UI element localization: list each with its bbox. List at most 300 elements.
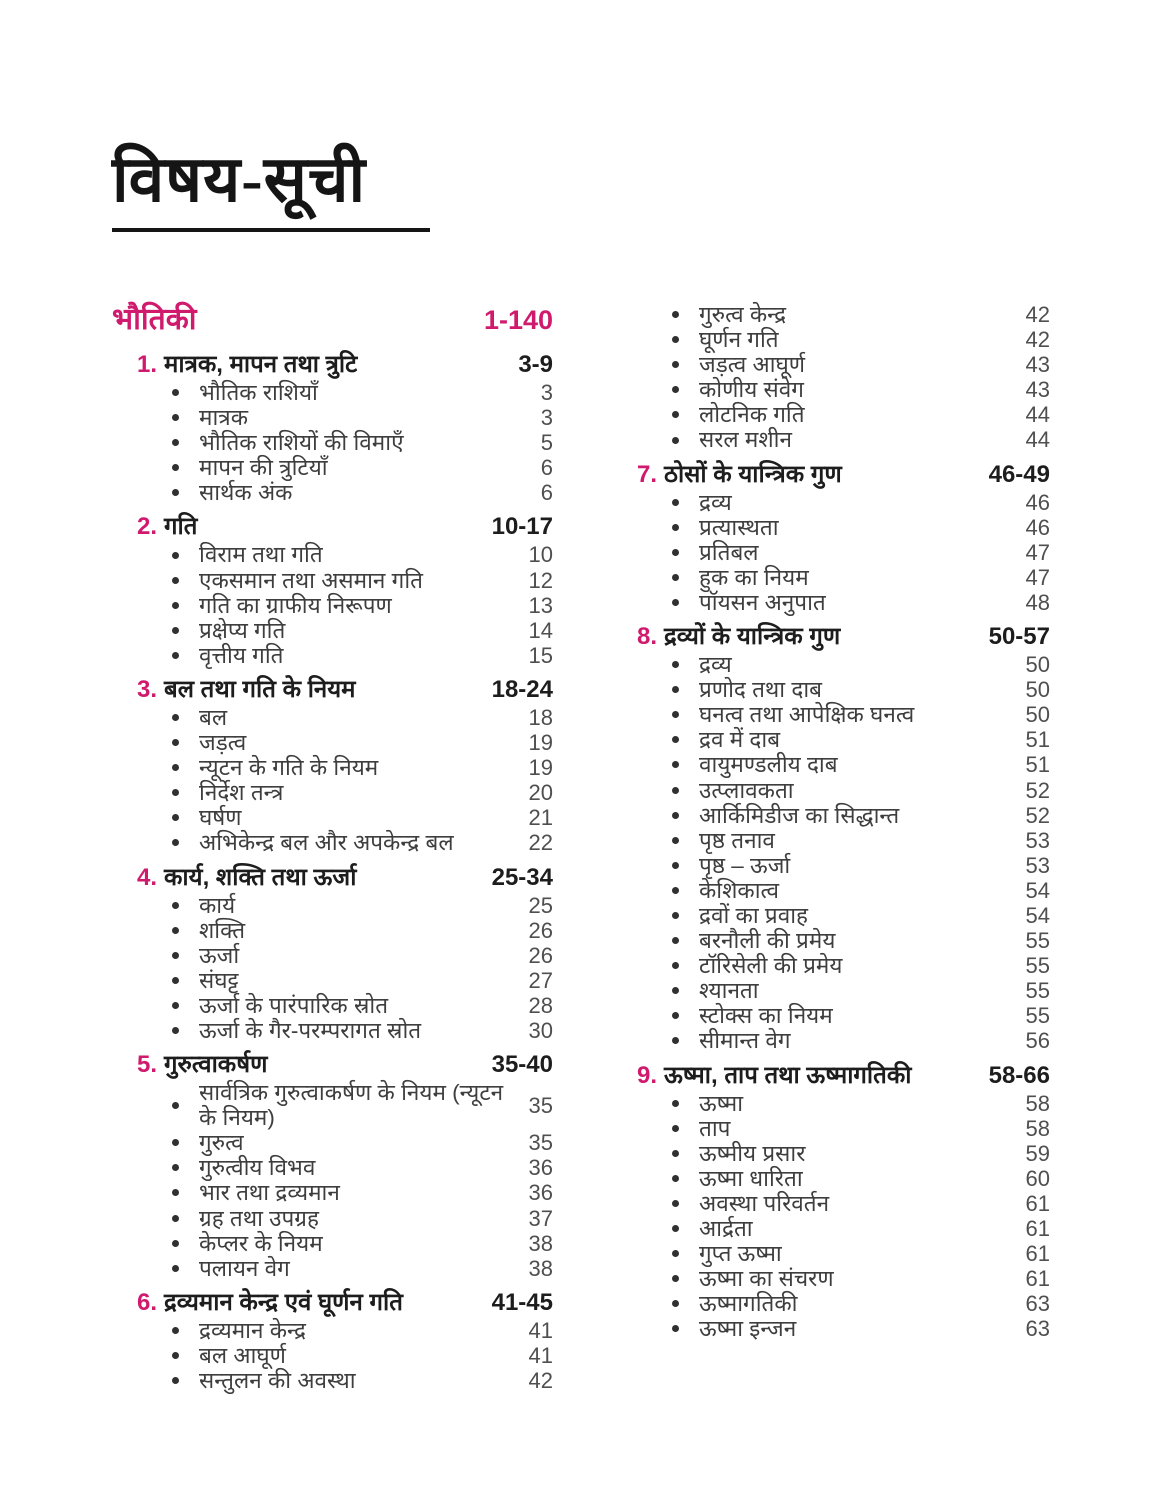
chapter-heading	[112, 1288, 553, 1318]
entry-label: श्यानता	[699, 978, 759, 1004]
entry-page-number: 14	[528, 617, 553, 643]
entry-label: घूर्णन गति	[699, 327, 779, 353]
entry-label: ऊष्मा इन्जन	[699, 1316, 797, 1342]
bullet-icon	[172, 439, 179, 446]
bullet-icon	[172, 652, 179, 659]
bullet-icon	[172, 1002, 179, 1009]
entry-label: ऊष्मा	[699, 1090, 744, 1116]
toc-entry	[672, 1091, 1050, 1116]
entry-page-number: 63	[1025, 1291, 1050, 1317]
entry-page-number: 3	[540, 380, 553, 405]
chapter-number: 6.	[137, 1288, 158, 1316]
toc-entry	[172, 568, 553, 593]
chapter-title: गति	[164, 513, 198, 541]
entry-page-number: 25	[528, 892, 553, 918]
toc-entry	[672, 752, 1050, 777]
bullet-icon	[672, 1175, 679, 1182]
entry-label: सार्वत्रिक गुरुत्वाकर्षण के नियम (न्यूटन के नियम)	[199, 1080, 504, 1131]
chapter-page-range: 25-34	[491, 863, 553, 891]
chapter-items	[112, 380, 553, 505]
entry-label: ऊष्मीय प्रसार	[699, 1140, 806, 1166]
bullet-icon	[672, 1200, 679, 1207]
toc-entry	[672, 540, 1050, 565]
entry-label: एकसमान तथा असमान गति	[199, 567, 423, 593]
page-title: विषय-सूची	[112, 144, 367, 215]
entry-label: प्रत्यास्थता	[699, 514, 779, 540]
entry-label: निर्देश तन्त्र	[199, 780, 284, 806]
entry-page-number: 51	[1025, 752, 1050, 778]
entry-label: हुक का नियम	[699, 564, 809, 590]
entry-page-number: 20	[528, 780, 553, 806]
chapter-heading	[112, 863, 553, 893]
bullet-icon	[672, 599, 679, 606]
entry-label: बल	[199, 704, 228, 730]
chapter-block	[112, 863, 553, 1044]
chapter-number: 3.	[137, 675, 158, 703]
entry-label: सन्तुलन की अवस्था	[199, 1368, 356, 1393]
chapter-page-range: 10-17	[491, 513, 553, 541]
entry-page-number: 37	[528, 1205, 553, 1231]
entry-label: पृष्ठ – ऊर्जा	[699, 852, 791, 878]
bullet-icon	[172, 414, 179, 421]
entry-page-number: 61	[1025, 1266, 1050, 1292]
entry-page-number: 18	[528, 704, 553, 730]
bullet-icon	[672, 887, 679, 894]
entry-label: बरनौली की प्रमेय	[699, 928, 836, 954]
toc-entry	[672, 878, 1050, 903]
chapter-items	[112, 542, 553, 667]
bullet-icon	[172, 739, 179, 746]
entry-label: गति का ग्राफीय निरूपण	[199, 592, 392, 618]
entry-label: पॉयसन अनुपात	[699, 589, 826, 615]
chapter-items	[637, 652, 1050, 1054]
entry-label: ऊर्जा के पारंपारिक स्रोत	[199, 992, 389, 1018]
entry-label: ऊर्जा	[199, 942, 240, 968]
toc-entry	[172, 593, 553, 618]
entry-label: ऊर्जा के गैर-परम्परागत स्रोत	[199, 1017, 422, 1043]
entry-page-number: 55	[1025, 978, 1050, 1004]
chapter-title: बल तथा गति के नियम	[164, 675, 356, 703]
entry-label: लोटनिक गति	[699, 402, 805, 428]
toc-entry	[172, 542, 553, 567]
bullet-icon	[172, 764, 179, 771]
toc-entry	[672, 1316, 1050, 1341]
chapter-title: कार्य, शक्ति तथा ऊर्जा	[164, 863, 357, 891]
chapter-number: 2.	[137, 513, 158, 541]
toc-entry	[172, 805, 553, 830]
bullet-icon	[672, 411, 679, 418]
entry-page-number: 6	[540, 455, 553, 481]
entry-page-number: 55	[1025, 953, 1050, 979]
chapter-title: ऊष्मा, ताप तथा ऊष्मागतिकी	[664, 1061, 912, 1089]
entry-label: उत्प्लावकता	[699, 777, 794, 803]
bullet-icon	[672, 499, 679, 506]
entry-page-number: 21	[528, 805, 553, 831]
entry-label: अभिकेन्द्र बल और अपकेन्द्र बल	[199, 830, 454, 856]
entry-page-number: 63	[1025, 1316, 1050, 1342]
chapter-page-range: 58-66	[988, 1061, 1050, 1089]
entry-page-number: 19	[528, 730, 553, 756]
entry-page-number: 5	[540, 430, 553, 456]
toc-entry	[672, 377, 1050, 402]
toc-entry	[672, 652, 1050, 677]
entry-page-number: 15	[528, 642, 553, 668]
toc-entry	[172, 643, 553, 668]
entry-page-number: 46	[1025, 514, 1050, 540]
bullet-icon	[172, 1265, 179, 1272]
bullet-icon	[672, 987, 679, 994]
entry-page-number: 12	[528, 567, 553, 593]
bullet-icon	[672, 437, 679, 444]
toc-entry	[672, 327, 1050, 352]
toc-entry	[672, 1191, 1050, 1216]
bullet-icon	[672, 912, 679, 919]
bullet-icon	[672, 661, 679, 668]
bullet-icon	[172, 839, 179, 846]
bullet-icon	[172, 1215, 179, 1222]
entry-page-number: 50	[1025, 702, 1050, 728]
entry-label: प्रक्षेप्य गति	[199, 617, 286, 643]
toc-entry	[172, 943, 553, 968]
chapter-page-range: 35-40	[491, 1051, 553, 1079]
chapter-block	[112, 675, 553, 856]
chapter-page-range: 3-9	[518, 351, 553, 378]
entry-page-number: 6	[540, 480, 553, 506]
chapter-items	[112, 1318, 553, 1393]
entry-label: गुप्त ऊष्मा	[699, 1241, 782, 1267]
toc-entry	[172, 1080, 553, 1130]
entry-label: ग्रह तथा उपग्रह	[199, 1205, 319, 1231]
toc-entry	[672, 565, 1050, 590]
bullet-icon	[172, 714, 179, 721]
toc-entry	[172, 730, 553, 755]
entry-page-number: 30	[528, 1017, 553, 1043]
toc-entry	[672, 1241, 1050, 1266]
title-underline	[112, 228, 430, 232]
bullet-icon	[672, 1037, 679, 1044]
entry-label: मापन की त्रुटियाँ	[199, 455, 328, 481]
entry-label: पलायन वेग	[199, 1255, 290, 1281]
entry-label: कोणीय संवेग	[699, 377, 804, 403]
chapter-title: गुरुत्वाकर्षण	[164, 1051, 268, 1079]
toc-column-right	[637, 302, 1050, 1341]
entry-page-number: 26	[528, 942, 553, 968]
toc-entry	[672, 928, 1050, 953]
toc-entry	[172, 893, 553, 918]
page-header	[112, 142, 430, 232]
bullet-icon	[672, 761, 679, 768]
toc-entry	[172, 830, 553, 855]
entry-page-number: 3	[540, 405, 553, 431]
entry-page-number: 55	[1025, 1003, 1050, 1029]
bullet-icon	[672, 837, 679, 844]
chapter-number: 4.	[137, 863, 158, 891]
entry-label: ऊष्मा का संचरण	[699, 1266, 834, 1292]
entry-page-number: 46	[1025, 489, 1050, 515]
chapter-block	[112, 350, 553, 505]
bullet-icon	[672, 686, 679, 693]
toc-entry	[672, 1116, 1050, 1141]
toc-entry	[672, 1028, 1050, 1053]
bullet-icon	[172, 577, 179, 584]
bullet-icon	[672, 736, 679, 743]
chapter-heading	[112, 512, 553, 542]
toc-entry	[672, 727, 1050, 752]
entry-label: द्रव्यमान केन्द्र	[199, 1317, 306, 1343]
bullet-icon	[172, 1102, 179, 1109]
entry-label: प्रतिबल	[699, 539, 759, 565]
entry-label: शक्ति	[199, 917, 246, 943]
bullet-icon	[172, 602, 179, 609]
entry-label: गुरुत्व केन्द्र	[699, 302, 787, 327]
entry-page-number: 61	[1025, 1190, 1050, 1216]
entry-page-number: 60	[1025, 1165, 1050, 1191]
chapter-block	[112, 1050, 553, 1281]
entry-page-number: 38	[528, 1230, 553, 1256]
chapter-number: 1.	[137, 351, 158, 378]
toc-entry	[172, 755, 553, 780]
bullet-icon	[672, 937, 679, 944]
entry-label: भार तथा द्रव्यमान	[199, 1180, 340, 1206]
entry-label: गुरुत्व	[199, 1130, 244, 1156]
entry-page-number: 53	[1025, 852, 1050, 878]
toc-entry	[672, 1291, 1050, 1316]
toc-entry	[172, 1343, 553, 1368]
entry-page-number: 28	[528, 992, 553, 1018]
entry-label: वायुमण्डलीय दाब	[699, 752, 838, 778]
entry-label: संघट्ट	[199, 967, 239, 993]
toc-entry	[172, 1368, 553, 1393]
bullet-icon	[672, 574, 679, 581]
toc-entry	[172, 780, 553, 805]
toc-entry	[672, 1003, 1050, 1028]
chapter-items	[112, 1080, 553, 1281]
toc-entry	[172, 480, 553, 505]
toc-entry	[172, 430, 553, 455]
entry-page-number: 43	[1025, 377, 1050, 403]
bullet-icon	[672, 1150, 679, 1157]
chapter-number: 8.	[637, 623, 658, 651]
entry-page-number: 55	[1025, 928, 1050, 954]
chapter-page-range: 18-24	[491, 675, 553, 703]
chapter-title: द्रव्यमान केन्द्र एवं घूर्णन गति	[164, 1288, 403, 1316]
toc-entry	[172, 405, 553, 430]
toc-column-left	[112, 297, 553, 1393]
chapter-heading	[637, 460, 1050, 490]
toc-entry	[172, 380, 553, 405]
bullet-icon	[672, 1012, 679, 1019]
bullet-icon	[672, 812, 679, 819]
toc-entry	[172, 1018, 553, 1043]
bullet-icon	[672, 1325, 679, 1332]
chapter-page-range: 50-57	[988, 623, 1050, 651]
entry-label: भौतिक राशियों की विमाएँ	[199, 430, 404, 456]
section-page-range: 1-140	[483, 305, 553, 335]
toc-entry	[172, 618, 553, 643]
bullet-icon	[672, 1250, 679, 1257]
bullet-icon	[672, 962, 679, 969]
section-heading	[112, 297, 553, 338]
bullet-icon	[672, 787, 679, 794]
chapter-title: द्रव्यों के यान्त्रिक गुण	[664, 623, 841, 651]
chapter-title: मात्रक, मापन तथा त्रुटि	[164, 351, 358, 378]
toc-entry	[672, 853, 1050, 878]
entry-page-number: 52	[1025, 802, 1050, 828]
chapter-block	[637, 1061, 1050, 1342]
entry-label: न्यूटन के गति के नियम	[199, 755, 379, 781]
chapter-number: 9.	[637, 1061, 658, 1089]
toc-entry	[672, 490, 1050, 515]
entry-label: कार्य	[199, 892, 236, 918]
entry-page-number: 54	[1025, 877, 1050, 903]
entry-page-number: 58	[1025, 1115, 1050, 1141]
toc-entry	[672, 515, 1050, 540]
entry-page-number: 35	[528, 1130, 553, 1156]
toc-entry	[172, 1256, 553, 1281]
entry-label: ऊष्मागतिकी	[699, 1291, 798, 1317]
entry-page-number: 10	[528, 542, 553, 568]
bullet-icon	[672, 1275, 679, 1282]
entry-page-number: 53	[1025, 827, 1050, 853]
bullet-icon	[172, 464, 179, 471]
chapter-block	[637, 622, 1050, 1054]
entry-label: घनत्व तथा आपेक्षिक घनत्व	[699, 702, 915, 728]
bullet-icon	[172, 1377, 179, 1384]
bullet-icon	[172, 902, 179, 909]
toc-entry	[172, 1180, 553, 1205]
chapter-number: 7.	[637, 460, 658, 488]
entry-page-number: 42	[1025, 327, 1050, 353]
bullet-icon	[172, 1027, 179, 1034]
chapter-items	[112, 893, 553, 1044]
entry-label: जड़त्व	[199, 730, 247, 756]
toc-entry	[672, 590, 1050, 615]
entry-label: सीमान्त वेग	[699, 1028, 791, 1054]
entry-page-number: 56	[1025, 1028, 1050, 1054]
toc-entry	[172, 968, 553, 993]
entry-label: बल आघूर्ण	[199, 1342, 286, 1368]
toc-entry	[172, 1155, 553, 1180]
entry-page-number: 41	[528, 1342, 553, 1368]
entry-page-number: 41	[528, 1317, 553, 1343]
toc-entry	[672, 427, 1050, 452]
entry-page-number: 44	[1025, 427, 1050, 453]
bullet-icon	[672, 1300, 679, 1307]
entry-page-number: 50	[1025, 677, 1050, 703]
entry-label: पृष्ठ तनाव	[699, 827, 775, 853]
entry-label: द्रव्य	[699, 652, 732, 678]
toc-entry	[672, 1266, 1050, 1291]
entry-label: मात्रक	[199, 405, 248, 431]
toc-entry	[172, 918, 553, 943]
chapter-items	[637, 1091, 1050, 1342]
entry-label: विराम तथा गति	[199, 542, 323, 568]
chapter-page-range: 46-49	[988, 460, 1050, 488]
chapter-heading	[637, 1061, 1050, 1091]
entry-page-number: 22	[528, 830, 553, 856]
entry-label: भौतिक राशियाँ	[199, 380, 318, 405]
toc-entry	[672, 953, 1050, 978]
bullet-icon	[172, 627, 179, 634]
chapter-heading	[112, 350, 553, 380]
bullet-icon	[172, 489, 179, 496]
bullet-icon	[172, 789, 179, 796]
chapter-block	[112, 512, 553, 667]
toc-entry	[172, 455, 553, 480]
entry-label: आर्द्रता	[699, 1216, 753, 1241]
toc-entry	[672, 402, 1050, 427]
entry-label: सार्थक अंक	[199, 480, 293, 506]
entry-page-number: 19	[528, 755, 553, 781]
entry-page-number: 59	[1025, 1140, 1050, 1166]
chapter-heading	[637, 622, 1050, 652]
entry-page-number: 48	[1025, 589, 1050, 615]
entry-page-number: 47	[1025, 564, 1050, 590]
entry-label: घर्षण	[199, 805, 242, 831]
bullet-icon	[172, 952, 179, 959]
toc-entry	[672, 1141, 1050, 1166]
entry-label: आर्किमिडीज का सिद्धान्त	[699, 802, 900, 828]
toc-entry	[672, 978, 1050, 1003]
toc-entry	[172, 1231, 553, 1256]
entry-page-number: 42	[528, 1368, 553, 1393]
bullet-icon	[672, 336, 679, 343]
bullet-icon	[672, 311, 679, 318]
bullet-icon	[172, 552, 179, 559]
bullet-icon	[672, 1100, 679, 1107]
toc-entry	[672, 677, 1050, 702]
entry-label: अवस्था परिवर्तन	[699, 1190, 830, 1216]
bullet-icon	[172, 389, 179, 396]
toc-entry	[172, 1318, 553, 1343]
entry-label: केशिकात्व	[699, 877, 779, 903]
entry-page-number: 13	[528, 592, 553, 618]
bullet-icon	[172, 814, 179, 821]
chapter-items	[112, 705, 553, 856]
entry-label: ताप	[699, 1115, 731, 1141]
chapter-block	[637, 460, 1050, 615]
bullet-icon	[172, 1189, 179, 1196]
chapter-block	[637, 302, 1050, 453]
entry-label: केप्लर के नियम	[199, 1230, 323, 1256]
entry-page-number: 36	[528, 1180, 553, 1206]
toc-entry	[172, 993, 553, 1018]
entry-label: जड़त्व आघूर्ण	[699, 352, 806, 378]
bullet-icon	[672, 386, 679, 393]
bullet-icon	[672, 1125, 679, 1132]
section-title: भौतिकी	[112, 303, 197, 336]
entry-page-number: 47	[1025, 539, 1050, 565]
toc-entry	[672, 352, 1050, 377]
entry-page-number: 52	[1025, 777, 1050, 803]
bullet-icon	[672, 862, 679, 869]
entry-label: टॉरिसेली की प्रमेय	[699, 953, 843, 979]
toc-entry	[672, 903, 1050, 928]
entry-page-number: 51	[1025, 727, 1050, 753]
bullet-icon	[172, 1164, 179, 1171]
bullet-icon	[172, 977, 179, 984]
entry-page-number: 35	[528, 1092, 553, 1118]
entry-page-number: 26	[528, 917, 553, 943]
bullet-icon	[172, 1352, 179, 1359]
bullet-icon	[672, 711, 679, 718]
bullet-icon	[172, 1327, 179, 1334]
chapter-page-range: 41-45	[491, 1288, 553, 1316]
chapter-number: 5.	[137, 1051, 158, 1079]
toc-entry	[672, 702, 1050, 727]
entry-label: सरल मशीन	[699, 427, 792, 453]
bullet-icon	[172, 1240, 179, 1247]
